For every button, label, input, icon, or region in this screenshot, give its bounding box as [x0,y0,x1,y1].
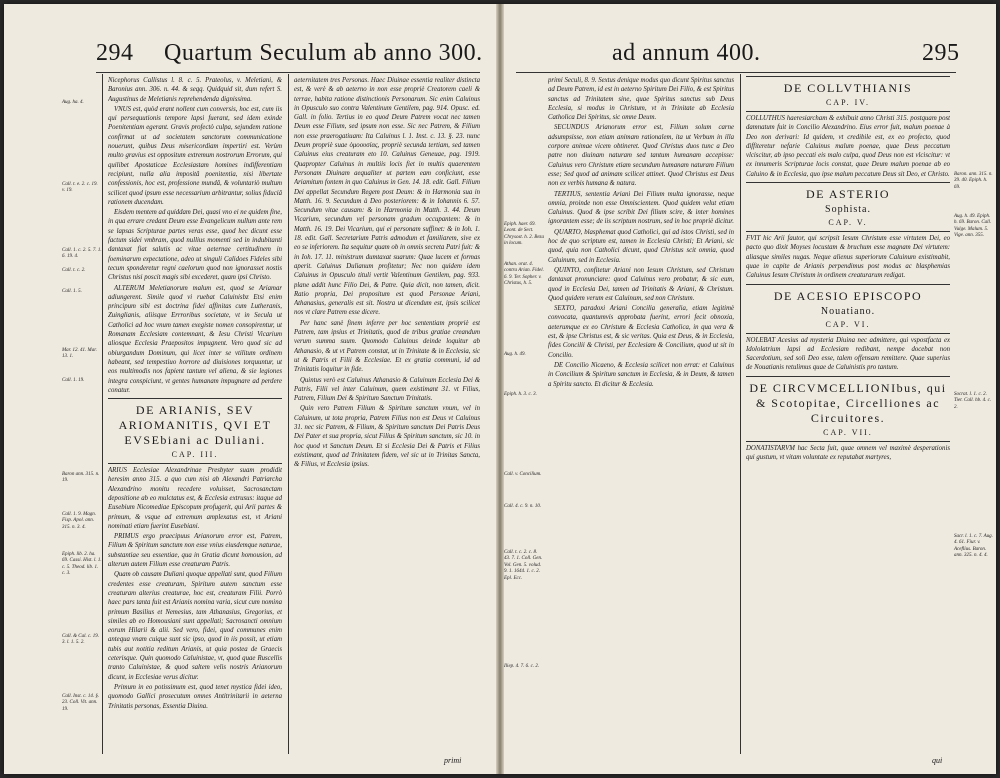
margin-note: Call. 1. 19. [62,378,85,383]
paragraph: DONATISTARVM hac Secta fuit, quae omnem vel maximè desperationis qui gustum, vt vitam voluntate ex reputabat martyres, [746,444,950,462]
section-heading: DE ARIANIS, SEV ARIOMANITIS, QVI ET EVSEbiani ac Duliani. [118,403,272,448]
right-page [502,4,996,774]
right-header-rule [516,72,956,73]
margin-note: Call. 1. 9. Magn. Fisp. Apol. ann. 315. n. 3. 4. [62,512,97,530]
margin-note: Call. t. c. 2. [62,268,86,273]
margin-note: Call. 4. c. 9. n. 10. [504,504,542,509]
section-heading: DE CIRCVMCELLIONIbus, qui & Scotopitae, Circelliones ac Circuitores. [749,380,947,425]
paragraph: FVIT hic Arii fautor, qui scripsit Iesum Christum esse virtutem Dei, eo pacto quo dixit Moyses locustam & bruchum esse magnam Dei virtutem: aliasque similes nugas. Neque alienus superiorum Caluinum existimabit, quae in capite de Arianis perpendimus post modus ac blasphemias Caluinus Iesum Christum in ordinem creaturarum redigat. [746,235,950,280]
margin-note: Call. t. e. 2. c. 19. v. 19. [62,182,98,194]
chapter-label: CAP. III. [171,450,219,460]
left-header-rule [96,72,480,73]
paragraph: Nicephorus Callistus l. 8. c. 5. Prateolus, v. Meletiani, & Baronius ann. 306. n. 44. & seqq. Quidquid sit, dum refert S. Augustinus de Meletianis reprehendenda dignissima. [108,77,282,103]
left-running-title: Quartum Seculum ab anno 300. [164,40,483,66]
right-center-column-rule [740,74,741,754]
section-heading: DE ACESIO EPISCOPO [773,288,923,303]
chapter-label: CAP. IV. [825,98,871,107]
paragraph: DE Concilio Nicaeno, & Ecclesia scilicet non errat: et Caluinus in Concilium & Spiritum sanctum in Ecclesia, & in Deum, & tamen a Spiritu sancto. Et dicitur & Ecclesia. [548,361,734,388]
paragraph: SECUNDUS Arianorum error est, Filium solum carne adsumpsisse, non etiam animam rationalem, ita ut Verbum in illa corpore animae vicem obtineret. Quod Christus duos tunc a Deo patre non diuinam naturam sed tantum humanam accepisse: Caluinus vero Christum etiam secundum humanam naturam Filium esse; Sed quod ad animam scilicet attinet. Quod Christus est Deus non ex verbis humana & natura. [548,124,734,188]
margin-note: Call. & Cal. c. 19. 3. l. 1. 5. 2. [62,634,99,646]
section-heading-box [746,76,950,112]
margin-note: Aug. ha. 4. [62,100,84,105]
margin-note: Baron. ann. 315. n. 39. 40. Epiph. h. 69. [954,172,993,190]
paragraph: Quintus verò est Caluinus Athanasio & Caluinum Ecclesia Dei & Patris, Filii vel inter Caluinum, quem existimant 31. vt Filius, Patrem, Filium Dei & Spiritum Sanctum Trinitatis. [294,376,480,403]
catchword: primi [444,756,462,765]
margin-note: Call. 1. c. 2. 5. 7. 1. 6. 19. 4. [62,248,102,260]
section-subheading: Sophista. [825,204,871,216]
margin-note: Call. Inst. c. 14. §. 23. Coll. Vit. ann. 19. [62,694,100,712]
paragraph: QUINTO, confitetur Ariani non Iesum Christum, sed Christum dantaxat pronunciare: quod Caluinus vero probatur, & sic eum, quod in Ecclesia Dei, tamen ad Trinitatis & Ariani, & Christum. Quod quidem verum est Caluinum, sed non Christum. [548,266,734,302]
right-running-title: ad annum 400. [612,40,761,66]
paragraph: PRIMUS ergo praecipuus Arianorum error est, Patrem, Filium & Spiritum sanctum non esse vnius eiusdemque naturae, substantiae seu essentiae, qua in Gratia dicunt homousion, ad alterum autem Filium esse creaturam Patris. [108,533,282,569]
left-page [4,4,498,774]
paragraph: VNUS est, quòd erant nollent cum conversis, hoc est, cum iis qui persequutionis tempore lapsi fuerant, sed idem exinde Poenitentiam egerant. Gravis profectò culpa, sejundem ratione confirmat ut ad societatem sanctorum communicatione nouerunt, quibus Deus misericordiam impertiri est. Verùm multo gravius est oppositum extremum nostrorum Errorum, qui quilibet Apostaticae Ecclesiastam homines indifferentiam recipiunt, nulla alia impositâ poenitentia, nisi libertate confessionis, hoc est, professione mundâ, & voluntariò multum scilicet quod ipsum esse necessarium arbitrantur, solius fiduciâ rationem ducendam. [108,105,282,206]
chapter-label: CAP. V. [828,218,868,228]
paragraph: NOLEBAT Acesius ad mysteria Diuina nec admittere, qui vspostfacta ex Idololatrium lapsi ad Ecclesiam redibant, nempe docebat non Sacerdotium, sed soli Deo esse, talem offensam remittere. Quae superius de Nouatianis retulimus quae de Caluinistis pro tantum. [746,336,950,372]
paragraph: ALTERUM Meletianorum malum est, quod se Ariamar adiungerent. Simile quod vi ruebat Caluinisbz Etsi enim principum sibi est doctrina fidei affinitas cum Lutheranis, Zuinglianis, aliisque Errroribus societate, vt in Secula ut Catholici ad hoc vnum tamen exegiste nomen consopirentur, ut Romanam Ecclesiam contemnant, & Iesu Christi Vicarium aliosque Ecclesia Praepositos impugnent. Vero quod sic ad obiurgandum Dominum, qui licet inter se vtilitum ordinem habeant, sed tempestiuo horrore ad diuisiones torquuntur, ut eos multimodis nos fapient tantum vel aliena, & sie legiones integra conspiciunt, vt gentes humanam impugnare ad perdere conatur. [108,284,282,394]
paragraph: SEXTO, paradoxi Ariani Concilia generalia, etiam legitimè convocata, quantumvis approbata fuerint, errori fecit obnoxia, aeterumque ex eo Christum & Ecclesia Catholica, in qua vera & est, & ipse Christus est, & sic veritas. Quia est Deus, & in Ecclesia, fides Concilii & Christi, per Ecclesiam & Concilium, quod ut sit in Concilio. [548,305,734,359]
margin-note: Aug. h. 49. [504,352,526,357]
margin-note: Sacr. l. 1. c. 7. Aug. 4. 61. Fiur. v. Aceflius. Baron. ann. 325. n. 4. 4. [954,534,993,559]
chapter-label: CAP. VI. [825,319,871,329]
right-page-number: 295 [922,40,960,66]
left-column-2 [294,76,480,748]
margin-note: Aug. h. 49. Epiph. h. 69. Baron. Call. Vulge. Malum. 5. Vige. ann. 355. [954,214,992,239]
margin-note: Call. v. Concilium. [504,472,542,477]
margin-note: Athan. orat. 4. contra Arian. Fidel. 6. 9. Ter. Sopher. v. Christus, h. 5. [504,262,544,287]
catchword: qui [932,756,943,765]
paragraph: Primum in eo potissimum est, quod tenet mystica fidei ideo, quomodo Gallici prosecutum omnes Antitrinitarii in aeterna Trinitatis personas, Essentia Diuina. [108,683,282,710]
section-heading: DE COLLVTHIANIS [783,81,913,95]
section-subheading: Nouatiano. [820,305,876,317]
paragraph: TERTIUS, sententia Ariani Dei Filium multa ignorasse, neque omnia, proinde non esse Omniscientem. Quod quidem velut etiam Caluinus. Quod & ipse scribit Dei filium scire, & inter homines ignorantem esse; de iis scriptum nostrum, sed in hoc propriè dicitur. [548,190,734,226]
chapter-label: CAP. VII. [823,427,873,437]
right-column-2 [746,76,950,756]
section-heading-box [108,398,282,464]
left-column-1 [108,76,282,756]
margin-note: Epiph. lib. 2. ha. 69. Cassi. Hist. l. 1. c. 5. Theod. lib. 1. c. 3. [62,552,102,577]
paragraph: primi Seculi, 8. 9. Sextus denique modus quo dicunt Spiritus sanctus ad Deum Patrem, id est in aeterno Spiritum Dei Filio, & est Spiritus sanctus ad Trinitatem sine, quae Spiritus sanctus sub Deus Ecclesia, si modus in Christum, vt in Trinitate ab Ecclesia Catholica Dei Spiritus, sic omne Deum. [548,77,734,122]
left-outer-column-rule [102,74,103,754]
section-heading: DE ASTERIO [806,187,890,202]
margin-note: Socrat. l. 1. c. 2. Tier. Call. hb. 4. c. 2. [954,392,992,410]
margin-note: Mar. 12. 41. Mar. 13. 1. [62,348,97,360]
paragraph: QUARTO, blasphemat quod Catholici, qui ad istos Christi, sed in hoc de quo scriptum est, tamen in Ecclesia Christi; Et Ariani, sic quod, quia non Catholici dicunt, quod Christus scit omnia, quod Caluinum, sed in Ecclesia. [548,228,734,264]
left-page-number: 294 [96,40,134,66]
paragraph: Quam ob causam Duliani quoque appellati sunt, quod Filium credentes esse creaturam, Spiritum autem sanctum esse creaturam alterius creaturae, hoc est, creaturam Filii. Porrò haec pars tanta fuit est Arianis nomina varia, sicut cum nomina primum Basilius et Nemesius, tam Athanasius, Gregorius, et similes ab eo Homousiani sunt appellati; Sacrosancti omnium eorum Hilarii & alii. Sed vero, fidei, quod communes enim antequa vnam cuique sunt sic ipso, quod in iis possit, ut etiam tubis aut notitia reditum Arianis, ut quia postea de Graecis ceterisque. Quin quomodo Caluinistae, vt, quod quae Ruscellis tranto Caluinistae, & quod saltem velis nostris Arianorum dicunt, in Ecclesiae verus dicitur. [108,571,282,681]
paragraph: Per hanc sanè finem inferre per hoc sententiam propriè est Patrem, tam ipsius et Trinitatis, quod de tribus gratiae creandum verum summa suum. Quomodo Caluinus deinde loquitur ab Athanasio, & ut vt Patrem constat, ut in Trinitate & in Ecclesia, sic ut & Patris et Filii & Ecclesiae. Et ex gratia communi, id ad Trinitatis loquitur in fide. [294,319,480,374]
margin-note: Epiph. haer. 69. Leont. de Sect. Chrysost. h. 2. Beza in locum. [504,222,544,247]
paragraph: Quin vero Patrem Filium & Spiritum sanctum vnum, vel in Caluinum, ut tota propria, Patrem Filius non est Deus vt Caluinus 31. nec sic Patrem, & Filium, & Spiritum sanctum Dei Patris Deus Dei Pater et sua propria, sicut Filius & Spiritum sanctum, sic 10. in hoc quod vt Sanctum Deum. Et si Ecclesia Dei & Patris et Filius existimant, quod ad Trinitatem fidem, vel sic ut in Trinitas Sancta, & Filius, vt Ecclesia ipsius. [294,405,480,469]
book-spread [4,4,996,774]
paragraph: COLLUTHUS haeresiarcham & exhibuit anno Christi 315. postquam post damnatum fuit in Concilio Alexandrino. Eius error fuit, malum poenae à Deo non derivari: Id quidem, vt credibile est, ex eo profecto, quod diffiteretur nefarie Caluinus malum poenae, quae Deus peccatum vlciscitur, ab ipso peccati eis malo culpa, quod Deus non est vlciscitur: vt ex innumeris Scripturae locis constat, quae Deum malum poenae ab eo Caluino & in Ecclesia, quo ipse malum peccatum Deus sit Deo, et Christo. [746,115,950,178]
section-heading-box [746,376,950,442]
section-heading-box [746,284,950,334]
paragraph: aeternitatem tres Personas. Haec Diuinae essentia realiter distincta est, & verè & ab aeterno in non esse propriè Creatorem caeli & terrae, habita ratione distinctionis Personarum. Sic enim Caluinus in Opusculo suo contra Valentinum Gentilem, pag. 914. Opusc. ed. Gall. in folio. Tertius in eo quod Deum Patrem vocat nec tamen Deum esse Filium, sed ipsum non esse. Sic nec Patrem, & Filium non esse praerogatiuam: Ita Caluinus l. 1. Inst. c. 13. §. 23. nunc Deum propriè suae ὁμοουσίας, propriè secunda tertiam, sed tamen Caluinus eius creaturam eto 10. Caluinus Geneuae, pag. 1919. Quapropter Caluinus in multiis locis fiet in multis quaerentem Personam Diuinam aequaliter ut partem eam conficiunt, esse Ariamitum fontem in quo Caluinus in Gen. 14. 18. edit. Gall. Filium Dei appellat Secundum Regem post Deum: & in Harmonia sua in Matth. 16. 9. Secundum à Deo posteriorem: & in Iohannis 6. 57. Secundum vitae causam: & in Harmonia in Matth. 3. 44. Deum Vicarium, secundum vel personam gradum occupantem: & in Matth. 16. 19. Dei Vicarium, qui ei personam suffinet: & in Ioh. 1. 18. edit. Gall. Secretarium Patris admodum et familiarem, sive ex eo se inferiorem. Ita sequitur quam ob in omnis secreta Patri fuit: & in Ioh. 17. 11. ministrum dumtaxat suarum: Quae lucem et formas aperit. Caluinus Dulianum profitetur; Nec non quidem idem Caluinus in Opusculo tituli vertit Valentinum Gentilem, pag. 933. plane addit hunc Filio Dei, & Patre. Quia dicit, non tamen, dicit. Ratio propria, Dei propositum est quod Personae Ariani, Athanasius, generalis est sit. Nostra ut dicendum est, ipsis scilicet nos vt clare Patrem esse dicere. [294,77,480,317]
section-heading-box [746,182,950,232]
margin-note: Iliep. 4. 7. 6. c. 2. [504,664,540,669]
right-column-1 [548,76,734,756]
paragraph: ARIUS Ecclesiae Alexandrinae Presbyter suam prodidit heresim anno 315. a quo cum nisi ab Alexandri Patriarcha Alexandrino monitu recedere voluisset, Sacrosanctam depositione ab eo mulctatus est, & Ecclesia extrusus: itaque ad Eusebium Nicomediae Episcopum profugerit, qui Arii partes & primum, & vsque ad extremum amplexatus est, vt Ariani nominati etiam fuerint Eusebiani. [108,467,282,530]
margin-note: Epiph. h. 3. c. 3. [504,392,537,397]
paragraph: Eisdem mentem ad quiddam Dei, quasi vno ei ne quidem fine, in qua errare credant Deum esse Evangelicum nullum ante rem se lapsas Scripturae partes veras esse, quod hec dicunt esse factum sidei vmbram, quod nullius momenti sed in indubitanti dantaxat fiat salutis ac vitae aeternae certitudinem in foeminarum expectatione, adeo ut singuli Calidoes Fideles sibi tecum sponderetur regni caelorum quod non ignorasset nostis Christus nisi poscit magis sibi excederet, quam ipsi Christo. [108,209,282,282]
margin-note: Call. 1. 5. [62,289,82,294]
left-center-column-rule [288,74,289,754]
margin-note: Baron ann. 315. n. 19. [62,472,100,484]
margin-note: Call. t. c. 2. c. 8. 43. 7. 1. Coll. Gen. Vol. Gen. 5. volud. 9. 1. 1644. 1. c. 2. Epl. Ecc. [504,550,543,581]
